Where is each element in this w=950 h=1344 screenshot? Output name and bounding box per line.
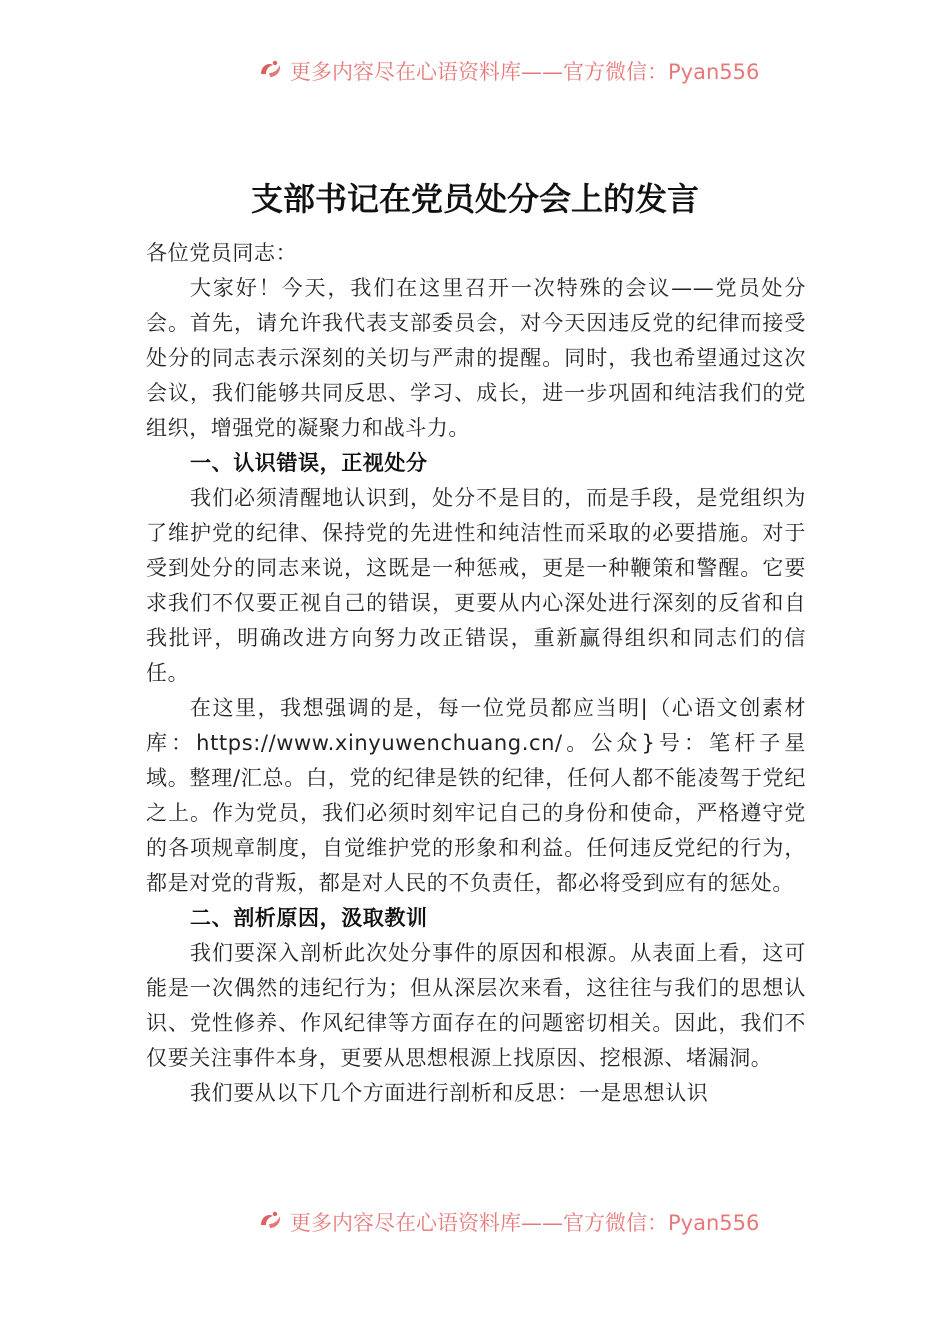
paragraph: 我们必须清醒地认识到，处分不是目的，而是手段，是党组织为了维护党的纪律、保持党的先进性和纯洁性而采取的必要措施。对于受到处分的同志来说，这既是一种惩戒，更是一种鞭策和警醒。它要求我们不仅要正视自己的错误，更要从内心深处进行深刻的反省和自我批评，明确改进方向努力改正错误，重新赢得组织和同志们的信任。 xyxy=(146,486,806,685)
document-body xyxy=(146,236,806,1111)
watermark-footer xyxy=(0,1206,950,1240)
document-title: 支部书记在党员处分会上的发言 xyxy=(250,180,699,218)
watermark-text: 更多内容尽在心语资料库——官方微信：Pyan556 xyxy=(290,60,760,84)
paragraph-intro: 大家好！今天，我们在这里召开一次特殊的会议——党员处分会。首先，请允许我代表支部委员会，对今天因违反党的纪律而接受处分的同志表示深刻的关切与严肃的提醒。同时，我也希望通过这次会议，我们能够共同反思、学习、成长，进一步巩固和纯洁我们的党组织，增强党的凝聚力和战斗力。 xyxy=(146,276,806,440)
section-heading-2: 二、剖析原因，汲取教训 xyxy=(190,906,428,930)
paragraph: 我们要从以下几个方面进行剖析和反思：一是思想认识 xyxy=(190,1081,709,1105)
section-heading-1: 一、认识错误，正视处分 xyxy=(190,451,428,475)
paragraph: 我们要深入剖析此次处分事件的原因和根源。从表面上看，这可能是一次偶然的违纪行为；但从深层次来看，这往往与我们的思想认识、党性修养、作风纪律等方面存在的问题密切相关。因此，我们不仅要关注事件本身，更要从思想根源上找原因、挖根源、堵漏洞。 xyxy=(146,941,806,1070)
salutation: 各位党员同志： xyxy=(146,241,298,265)
paragraph: 在这里，我想强调的是，每一位党员都应当明|（心语文创素材库：https://www.xinyuwenchuang.cn/。公众}号：笔杆子星域。整理/汇总。白，党的纪律是铁的纪律，任何人都不能凌驾于党纪之上。作为党员，我们必须时刻牢记自己的身份和使命，严格遵守党的各项规章制度，自觉维护党的形象和利益。任何违反党纪的行为，都是对党的背叛，都是对人民的不负责任，都必将受到应有的惩处。 xyxy=(146,696,806,895)
watermark-header xyxy=(0,56,950,90)
logo-icon xyxy=(258,1209,284,1239)
watermark-text: 更多内容尽在心语资料库——官方微信：Pyan556 xyxy=(290,1211,760,1235)
logo-icon xyxy=(258,58,284,88)
